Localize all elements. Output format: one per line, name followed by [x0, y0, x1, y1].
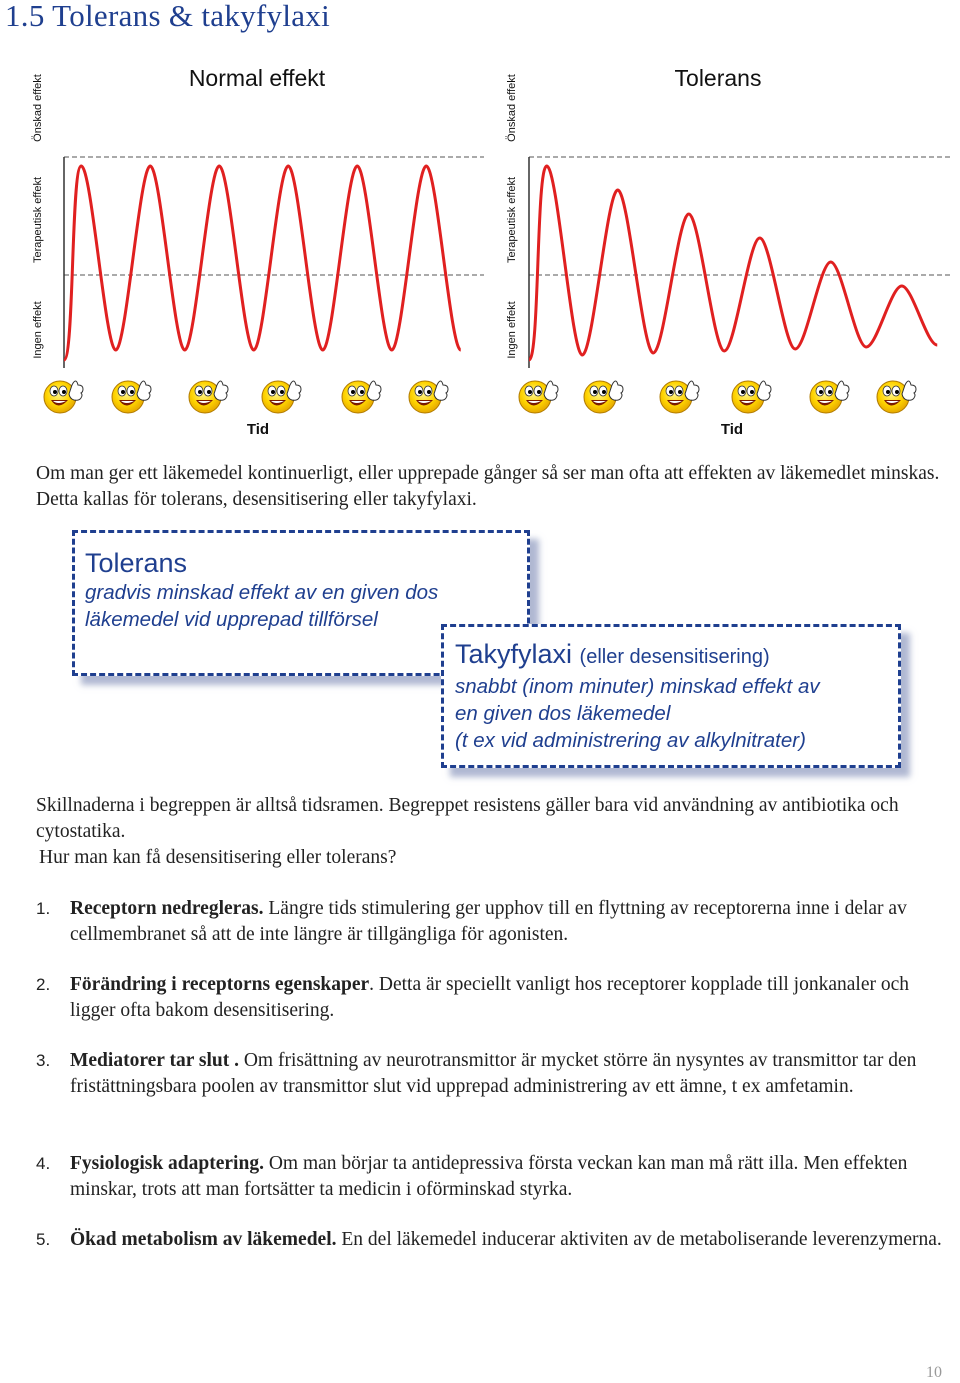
left-ylabel-none: Ingen effekt — [32, 301, 44, 359]
takyfylaxi-box-line3: (t ex vid administrering av alkylnitrater) — [455, 729, 806, 752]
list-item-title: Ökad metabolism av läkemedel. — [70, 1229, 337, 1250]
smiley-thumbs-up-icon — [877, 381, 916, 413]
takyfylaxi-box-title: Takyfylaxi — [455, 639, 573, 669]
list-item-number: 4. — [36, 1154, 51, 1173]
list-item-number: 3. — [36, 1051, 51, 1070]
list-item-number: 2. — [36, 975, 51, 994]
takyfylaxi-definition-box — [441, 624, 901, 768]
list-item-number: 1. — [36, 899, 51, 918]
smiley-thumbs-up-icon — [262, 381, 301, 413]
left-ylabel-therapeutic: Terapeutisk effekt — [32, 176, 44, 264]
list-item-text: . Detta är speciellt vanligt hos receptorer kopplade till jonkanaler och ligger ofta bakom desensitisering. — [70, 974, 909, 1021]
smiley-thumbs-up-icon — [732, 381, 771, 413]
left-x-label: Tid — [246, 421, 270, 438]
right-ylabel-therapeutic: Terapeutisk effekt — [506, 176, 518, 264]
smiley-thumbs-up-icon — [660, 381, 699, 413]
list-item-title: Mediatorer tar slut . — [70, 1050, 239, 1071]
smiley-thumbs-up-icon — [112, 381, 151, 413]
list-item-text: Längre tids stimulering ger upphov till en flyttning av receptorerna inne i delar av cellmembranet så att de inte längre är tillgängliga för agonisten. — [70, 898, 907, 945]
tolerans-box-line1: gradvis minskad effekt av en given dos — [85, 581, 439, 604]
list-item-number: 5. — [36, 1230, 51, 1249]
list-item-text: Om man börjar ta antidepressiva första veckan kan man må rätt illa. Men effekten minskar, trots att man fortsätter ta medicin i oförminskad styrka. — [70, 1153, 908, 1200]
list-item — [36, 1151, 946, 1203]
tolerans-box-title: Tolerans — [85, 548, 188, 578]
page-title: 1.5 Tolerans & takyfylaxi — [5, 0, 331, 33]
tolerance-figure — [0, 40, 960, 440]
list-item — [36, 1227, 946, 1253]
takyfylaxi-box-heading — [455, 638, 888, 673]
smiley-thumbs-up-icon — [584, 381, 623, 413]
takyfylaxi-box-line1: snabbt (inom minuter) minskad effekt av — [455, 675, 820, 698]
question-line: Hur man kan få desensitisering eller tolerans? — [39, 847, 397, 868]
list-item-title: Fysiologisk adaptering. — [70, 1153, 264, 1174]
smiley-thumbs-up-icon — [810, 381, 849, 413]
smiley-thumbs-up-icon — [409, 381, 448, 413]
left-ylabel-desired: Önskad effekt — [32, 74, 44, 142]
difference-line1: Skillnaderna i begreppen är alltså tidsramen. Begreppet resistens gäller bara vid användning av antibiotika och cytostatika. — [36, 795, 899, 842]
takyfylaxi-box-line2: en given dos läkemedel — [455, 702, 671, 725]
right-ylabel-desired: Önskad effekt — [506, 74, 518, 142]
list-item — [36, 972, 946, 1024]
left-panel-title: Normal effekt — [188, 65, 326, 91]
takyfylaxi-box-subtitle: (eller desensitisering) — [579, 646, 770, 668]
page-number: 10 — [926, 1364, 942, 1381]
right-effect-curve — [529, 166, 937, 360]
smiley-thumbs-up-icon — [342, 381, 381, 413]
list-item-title: Förändring i receptorns egenskaper — [70, 974, 370, 995]
list-item-title: Receptorn nedregleras. — [70, 898, 264, 919]
difference-paragraph — [36, 793, 946, 871]
left-effect-curve — [64, 166, 461, 360]
smiley-thumbs-up-icon — [519, 381, 558, 413]
tolerans-box-line2: läkemedel vid upprepad tillförsel — [85, 608, 378, 631]
smiley-thumbs-up-icon — [44, 381, 83, 413]
right-ylabel-none: Ingen effekt — [506, 301, 518, 359]
intro-paragraph: Om man ger ett läkemedel kontinuerligt, eller upprepade gånger så ser man ofta att effekten av läkemedlet minskas. Detta kallas för tolerans, desensitisering eller takyfylaxi. — [36, 463, 940, 510]
list-item — [36, 1048, 946, 1100]
list-item-text: En del läkemedel inducerar aktiviten av de metaboliserande leverenzymerna. — [336, 1229, 942, 1250]
right-x-label: Tid — [720, 421, 744, 438]
smiley-thumbs-up-icon — [189, 381, 228, 413]
list-item-text: Om frisättning av neurotransmittor är mycket större än nysyntes av transmittor tar den fristättningsbara poolen av transmittor slut vid upprepad administrering av ett ämne, t ex amfetamin. — [70, 1050, 917, 1097]
right-panel-title: Tolerans — [674, 65, 762, 91]
list-item — [36, 896, 946, 948]
